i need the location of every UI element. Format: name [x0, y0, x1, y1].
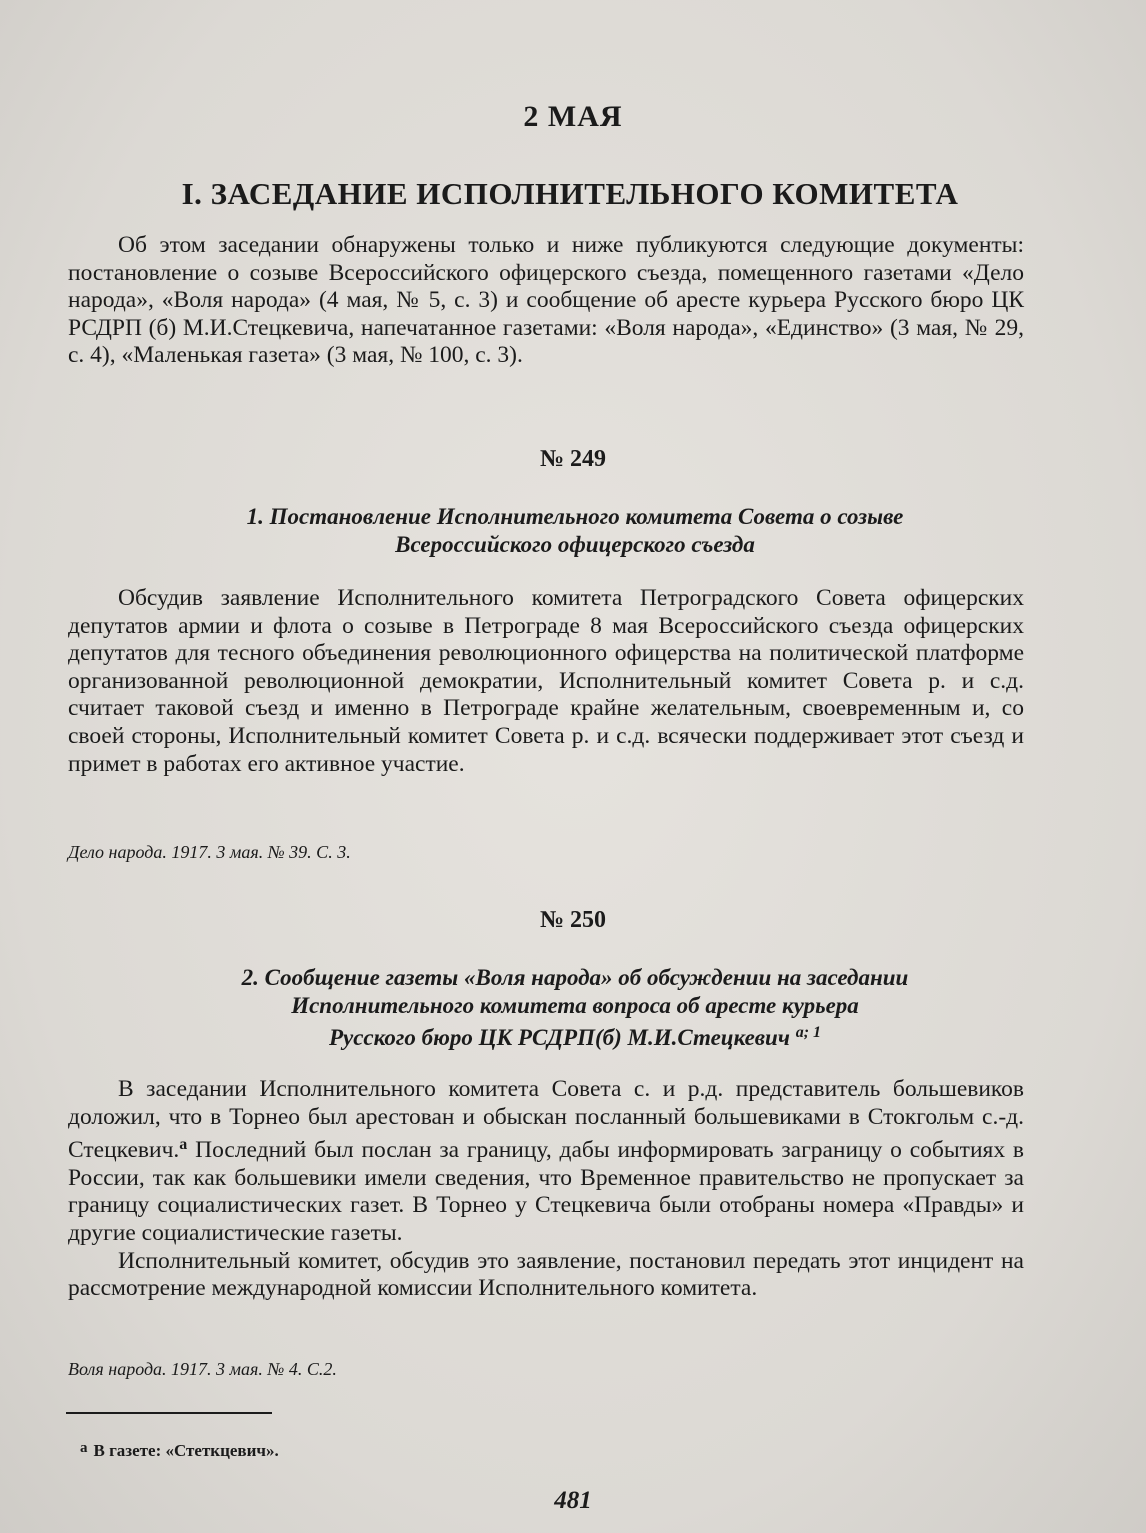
page-number: 481	[554, 1487, 592, 1514]
document-title-250-line3-text: Русского бюро ЦК РСДРП(б) М.И.Стецкевич	[328, 1025, 790, 1050]
document-title-250-line3	[100, 1019, 1050, 1052]
document-249-source: Дело народа. 1917. 3 мая. № 39. С. 3.	[68, 842, 351, 862]
document-250-paragraph-2: Исполнительный комитет, обсудив это заявление, постановил передать этот инцидент на рассмотрение международной комиссии Исполнительного комитета.	[68, 1247, 1024, 1302]
document-title-249-line2: Всероссийского офицерского съезда	[395, 531, 755, 557]
document-title-249-line1: 1. Постановление Исполнительного комитета Совета о созыве	[246, 504, 904, 529]
document-249-text	[68, 585, 1024, 778]
footnote-divider	[66, 1412, 272, 1414]
document-250-paragraph-1-b: Последний был послан за границу, дабы информировать заграницу о событиях в России, так как большевики имели сведения, что Временное правительство не пропускает за границу социалистических газет. В Торнео у Стецкевича были отобраны номера «Правды» и другие социалистические газеты.	[68, 1137, 1024, 1246]
document-number-250: № 250	[539, 907, 607, 933]
intro-paragraph: Об этом заседании обнаружены только и ниже публикуются следующие документы: постановление о созыве Всероссийского офицерского съезда, помещенного газетами «Дело народа», «Воля народа» (4 мая, № 5, с. 3) и сообщение об аресте курьера Русского бюро ЦК РСДРП (б) М.И.Стецкевича, напечатанное газетами: «Воля народа», «Единство» (3 мая, № 29, с. 4), «Маленькая газета» (3 мая, № 100, с. 3).	[68, 232, 1024, 369]
document-title-250-line2: Исполнительного комитета вопроса об аресте курьера	[291, 992, 859, 1018]
document-number-249: № 249	[539, 446, 607, 472]
document-title-250-line1: 2. Сообщение газеты «Воля народа» об обсуждении на заседании	[241, 965, 909, 990]
document-title-250	[100, 964, 1050, 1052]
document-250-paragraph-1	[68, 1076, 1024, 1248]
document-250-paragraph-1-a: В заседании Исполнительного комитета Совета с. и р.д. представитель большевиков доложил, что в Торнео был арестован и обыскан посланный большевиками в Стокгольм с.-д. Стецкевич.	[68, 1076, 1024, 1164]
section-title: I. ЗАСЕДАНИЕ ИСПОЛНИТЕЛЬНОГО КОМИТЕТА	[181, 176, 959, 211]
document-250-source: Воля народа. 1917. 3 мая. № 4. С.2.	[68, 1359, 337, 1379]
footnote	[80, 1440, 279, 1461]
document-250-text	[68, 1076, 1024, 1303]
footnote-marker: а	[80, 1440, 88, 1456]
document-title-249	[100, 503, 1050, 558]
footnote-reference-a: а	[179, 1136, 188, 1154]
footnote-text: В газете: «Стеткцевич».	[93, 1441, 279, 1460]
document-249-paragraph: Обсудив заявление Исполнительного комитета Петроградского Совета офицерских депутатов армии и флота о созыве в Петрограде 8 мая Всероссийского съезда офицерских депутатов для тесного объединения революционного офицерства на политической платформе организованной революционной демократии, Исполнительный комитет Совета р. и с.д. считает таковой съезд и именно в Петрограде крайне желательным, своевременным и, со своей стороны, Исполнительный комитет Совета р. и с.д. всячески поддерживает этот съезд и примет в работах его активное участие.	[68, 585, 1024, 777]
footnote-reference-marker: а; 1	[795, 1024, 822, 1041]
page-date-heading: 2 МАЯ	[523, 100, 623, 133]
